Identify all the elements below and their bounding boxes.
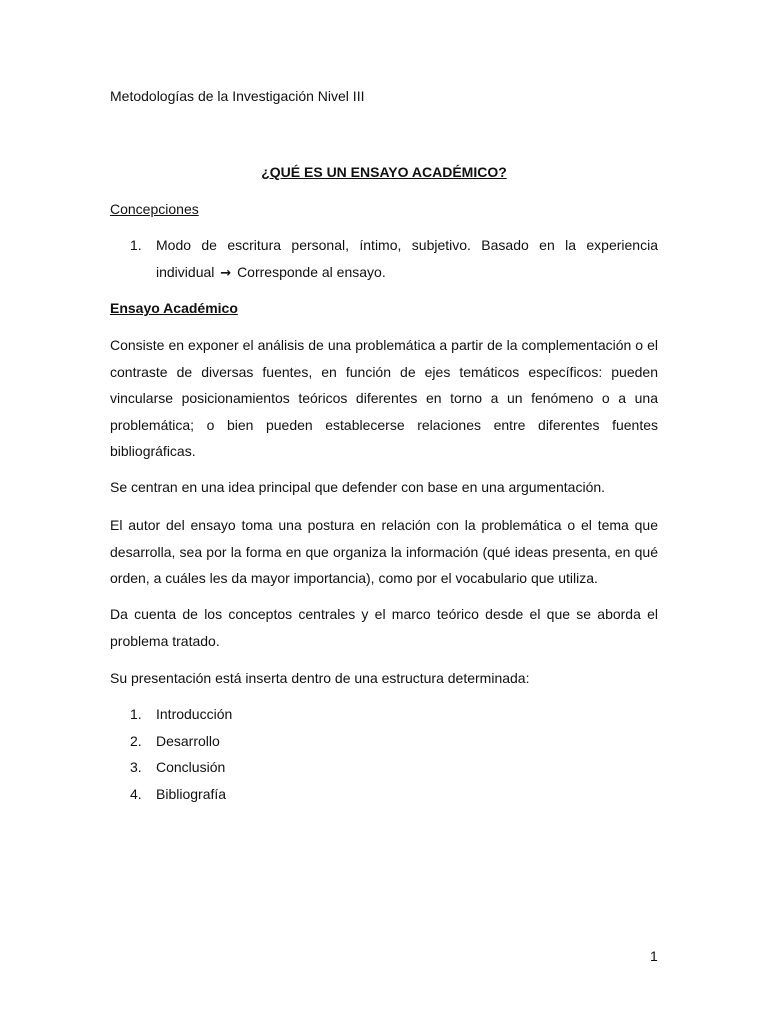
list-item bbox=[130, 728, 658, 755]
list-item-label: Desarrollo bbox=[156, 732, 220, 749]
paragraph-author-stance: El autor del ensayo toma una postura en relación con la problemática o el tema que desarrolla, sea por la forma en que organiza la información (qué ideas presenta, en qué orden, a cuáles les da mayor importancia), como por el vocabulario que utiliza. bbox=[110, 517, 658, 586]
concepciones-list bbox=[130, 232, 658, 287]
structure-list bbox=[130, 701, 658, 807]
paragraph-concepts: Da cuenta de los conceptos centrales y el marco teórico desde el que se aborda el problema tratado. bbox=[110, 606, 658, 649]
section-heading-ensayo-academico: Ensayo Académico bbox=[110, 300, 238, 316]
list-item bbox=[130, 701, 658, 728]
list-item-label: Introducción bbox=[156, 706, 233, 722]
paragraph-main-idea: Se centran en una idea principal que defender con base en una argumentación. bbox=[110, 479, 606, 495]
list-item-label: Bibliografía bbox=[156, 785, 227, 802]
list-item-number: 2. bbox=[130, 732, 142, 749]
list-item-text-continued: Corresponde al ensayo. bbox=[237, 263, 386, 280]
list-item-text: Modo de escritura personal, íntimo, subjetivo. Basado en la experiencia individual bbox=[156, 237, 658, 280]
list-item bbox=[130, 232, 658, 287]
list-item-number: 1. bbox=[130, 706, 142, 722]
list-item bbox=[130, 754, 658, 781]
list-item-number: 3. bbox=[130, 759, 142, 775]
list-item bbox=[130, 781, 658, 808]
list-item-label: Conclusión bbox=[156, 759, 226, 775]
right-arrow-icon: → bbox=[220, 265, 232, 281]
paragraph-definition: Consiste en exponer el análisis de una problemática a partir de la complementación o el contraste de diversas fuentes, en función de ejes temáticos específicos: pueden vincularse posicionamientos teóricos diferentes en torno a un fenómeno o a una problemática; o bien pueden establecerse relaciones entre diferentes fuentes bibliográficas. bbox=[110, 337, 658, 459]
page-number: 1 bbox=[650, 948, 658, 964]
list-item-number: 1. bbox=[130, 237, 142, 253]
section-heading-concepciones: Concepciones bbox=[110, 201, 199, 217]
document-title: ¿QUÉ ES UN ENSAYO ACADÉMICO? bbox=[261, 164, 507, 180]
list-item-number: 4. bbox=[130, 785, 142, 802]
course-header: Metodologías de la Investigación Nivel III bbox=[110, 88, 365, 104]
paragraph-structure-intro: Su presentación está inserta dentro de una estructura determinada: bbox=[110, 670, 530, 686]
